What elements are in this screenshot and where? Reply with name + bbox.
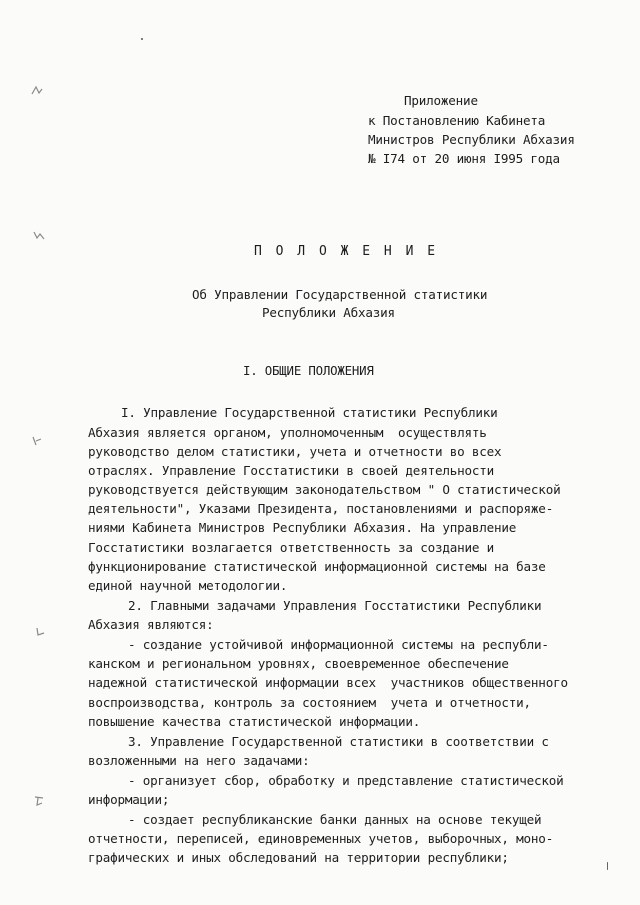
body-line: информации; <box>88 792 170 807</box>
body-line: Абхазия являются: <box>88 617 214 632</box>
margin-mark <box>30 434 44 448</box>
body-line: возложенными на него задачами: <box>88 753 310 768</box>
body-line: - создает республиканские банки данных на основе текущей <box>128 812 542 827</box>
body-line: Абхазия является органом, уполномоченным осуществлять <box>88 425 487 440</box>
paper-speck <box>607 862 608 870</box>
body-line: отчетности, переписей, единовременных учетов, выборочных, моно- <box>88 831 554 846</box>
paper-speck <box>141 38 143 40</box>
body-line: деятельности", Указами Президента, постановлениями и распоряже- <box>88 501 554 516</box>
body-line: отраслях. Управление Госстатистики в своей деятельности <box>88 463 495 478</box>
body-line: надежной статистической информации всех участников общественного <box>88 675 568 690</box>
margin-mark <box>32 794 46 808</box>
appendix-issuer: Министров Республики Абхазия <box>368 132 575 147</box>
body-line: 3. Управление Государственной статистики в соответствии с <box>128 734 549 749</box>
body-line: канском и региональном уровнях, своевременное обеспечение <box>88 656 509 671</box>
margin-mark <box>32 228 46 242</box>
appendix-label: Приложение <box>404 93 478 108</box>
body-line: воспроизводства, контроль за состоянием учета и отчетности, <box>88 695 531 710</box>
margin-mark <box>34 624 48 638</box>
body-line: функционирование статистической информационной системы на базе <box>88 559 546 574</box>
body-line: 2. Главными задачами Управления Госстатистики Республики <box>128 598 542 613</box>
body-line: I. Управление Государственной статистики Республики <box>121 405 498 420</box>
body-line: - организует сбор, обработку и представление статистической <box>128 773 564 788</box>
document-subtitle-line-2: Республики Абхазия <box>262 305 395 320</box>
appendix-number-date: № I74 от 20 июня I995 года <box>368 151 560 166</box>
document-subtitle-line-1: Об Управлении Государственной статистики <box>192 287 488 302</box>
body-line: Госстатистики возлагается ответственность за создание и <box>88 540 495 555</box>
body-line: повышение качества статистической информации. <box>88 714 421 729</box>
margin-mark <box>30 84 44 98</box>
appendix-reference: к Постановлению Кабинета <box>368 113 546 128</box>
body-line: графических и иных обследований на территории республики; <box>88 850 509 865</box>
body-line: - создание устойчивой информационной системы на республи- <box>128 637 549 652</box>
section-heading: I. ОБЩИЕ ПОЛОЖЕНИЯ <box>243 363 374 378</box>
body-line: руководствуется действующим законодательством " О статистической <box>88 482 561 497</box>
document-title: П О Л О Ж Е Н И Е <box>254 244 439 259</box>
body-line: единой научной методологии. <box>88 578 288 593</box>
body-line: ниями Кабинета Министров Республики Абхазия. На управление <box>88 520 517 535</box>
body-line: руководство делом статистики, учета и отчетности во всех <box>88 444 502 459</box>
